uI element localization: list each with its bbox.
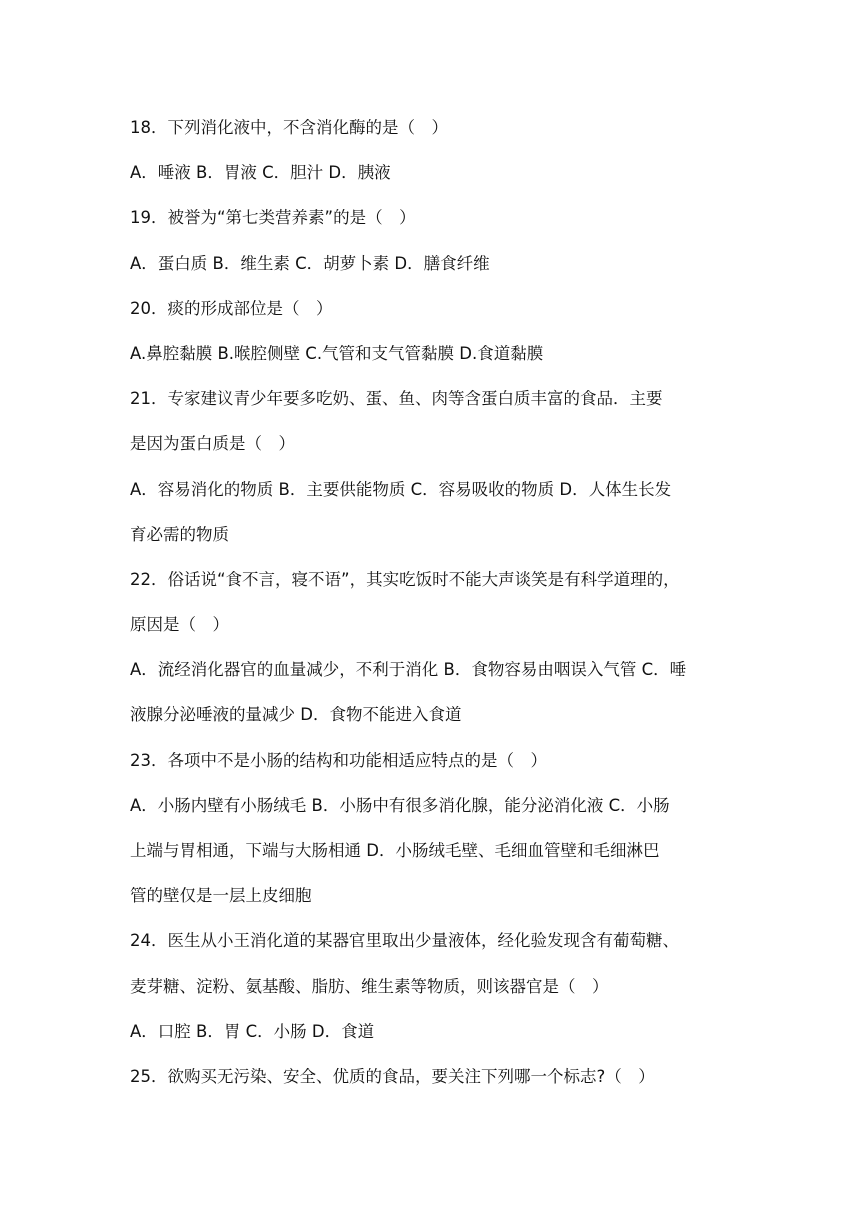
question-23-options: A．小肠内壁有小肠绒毛 B．小肠中有很多消化腺，能分泌消化液 C．小肠 <box>130 795 670 815</box>
question-21-continued: 是因为蛋白质是（ ） <box>130 434 295 454</box>
question-22-continued: 原因是（ ） <box>130 615 229 635</box>
question-21: 21．专家建议青少年要多吃奶、蛋、鱼、肉等含蛋白质丰富的食品．主要 <box>130 389 663 409</box>
question-20-options: A.鼻腔黏膜 B.喉腔侧壁 C.气管和支气管黏膜 D.食道黏膜 <box>130 343 544 363</box>
question-20: 20．痰的形成部位是（ ） <box>130 298 333 318</box>
question-24-options: A．口腔 B．胃 C．小肠 D．食道 <box>130 1021 375 1041</box>
question-18: 18．下列消化液中，不含消化酶的是（ ） <box>130 118 448 137</box>
question-22: 22．俗话说“食不言，寝不语”，其实吃饭时不能大声谈笑是有科学道理的， <box>130 569 680 589</box>
question-18-options: A．唾液 B．胃液 C．胆汁 D．胰液 <box>130 163 391 183</box>
question-21-options: A．容易消化的物质 B．主要供能物质 C．容易吸收的物质 D．人体生长发 <box>130 479 672 499</box>
question-23-options-end: 管的壁仅是一层上皮细胞 <box>130 886 312 906</box>
document-body <box>130 113 740 1107</box>
question-24: 24．医生从小王消化道的某器官里取出少量液体，经化验发现含有葡萄糖、 <box>130 931 679 951</box>
question-24-continued: 麦芽糖、淀粉、氨基酸、脂肪、维生素等物质，则该器官是（ ） <box>130 976 609 996</box>
question-19: 19．被誉为“第七类营养素”的是（ ） <box>130 208 416 228</box>
question-21-options-continued: 育必需的物质 <box>130 524 229 544</box>
question-23-options-continued: 上端与胃相通，下端与大肠相通 D．小肠绒毛壁、毛细血管壁和毛细淋巴 <box>130 841 660 860</box>
question-22-options-continued: 液腺分泌唾液的量减少 D．食物不能进入食道 <box>130 705 462 725</box>
question-23: 23．各项中不是小肠的结构和功能相适应特点的是（ ） <box>130 750 547 770</box>
question-25: 25．欲购买无污染、安全、优质的食品，要关注下列哪一个标志?（ ） <box>130 1066 655 1086</box>
question-19-options: A．蛋白质 B．维生素 C．胡萝卜素 D．膳食纤维 <box>130 253 490 273</box>
question-22-options: A．流经消化器官的血量减少，不利于消化 B．食物容易由咽误入气管 C．唾 <box>130 660 687 680</box>
